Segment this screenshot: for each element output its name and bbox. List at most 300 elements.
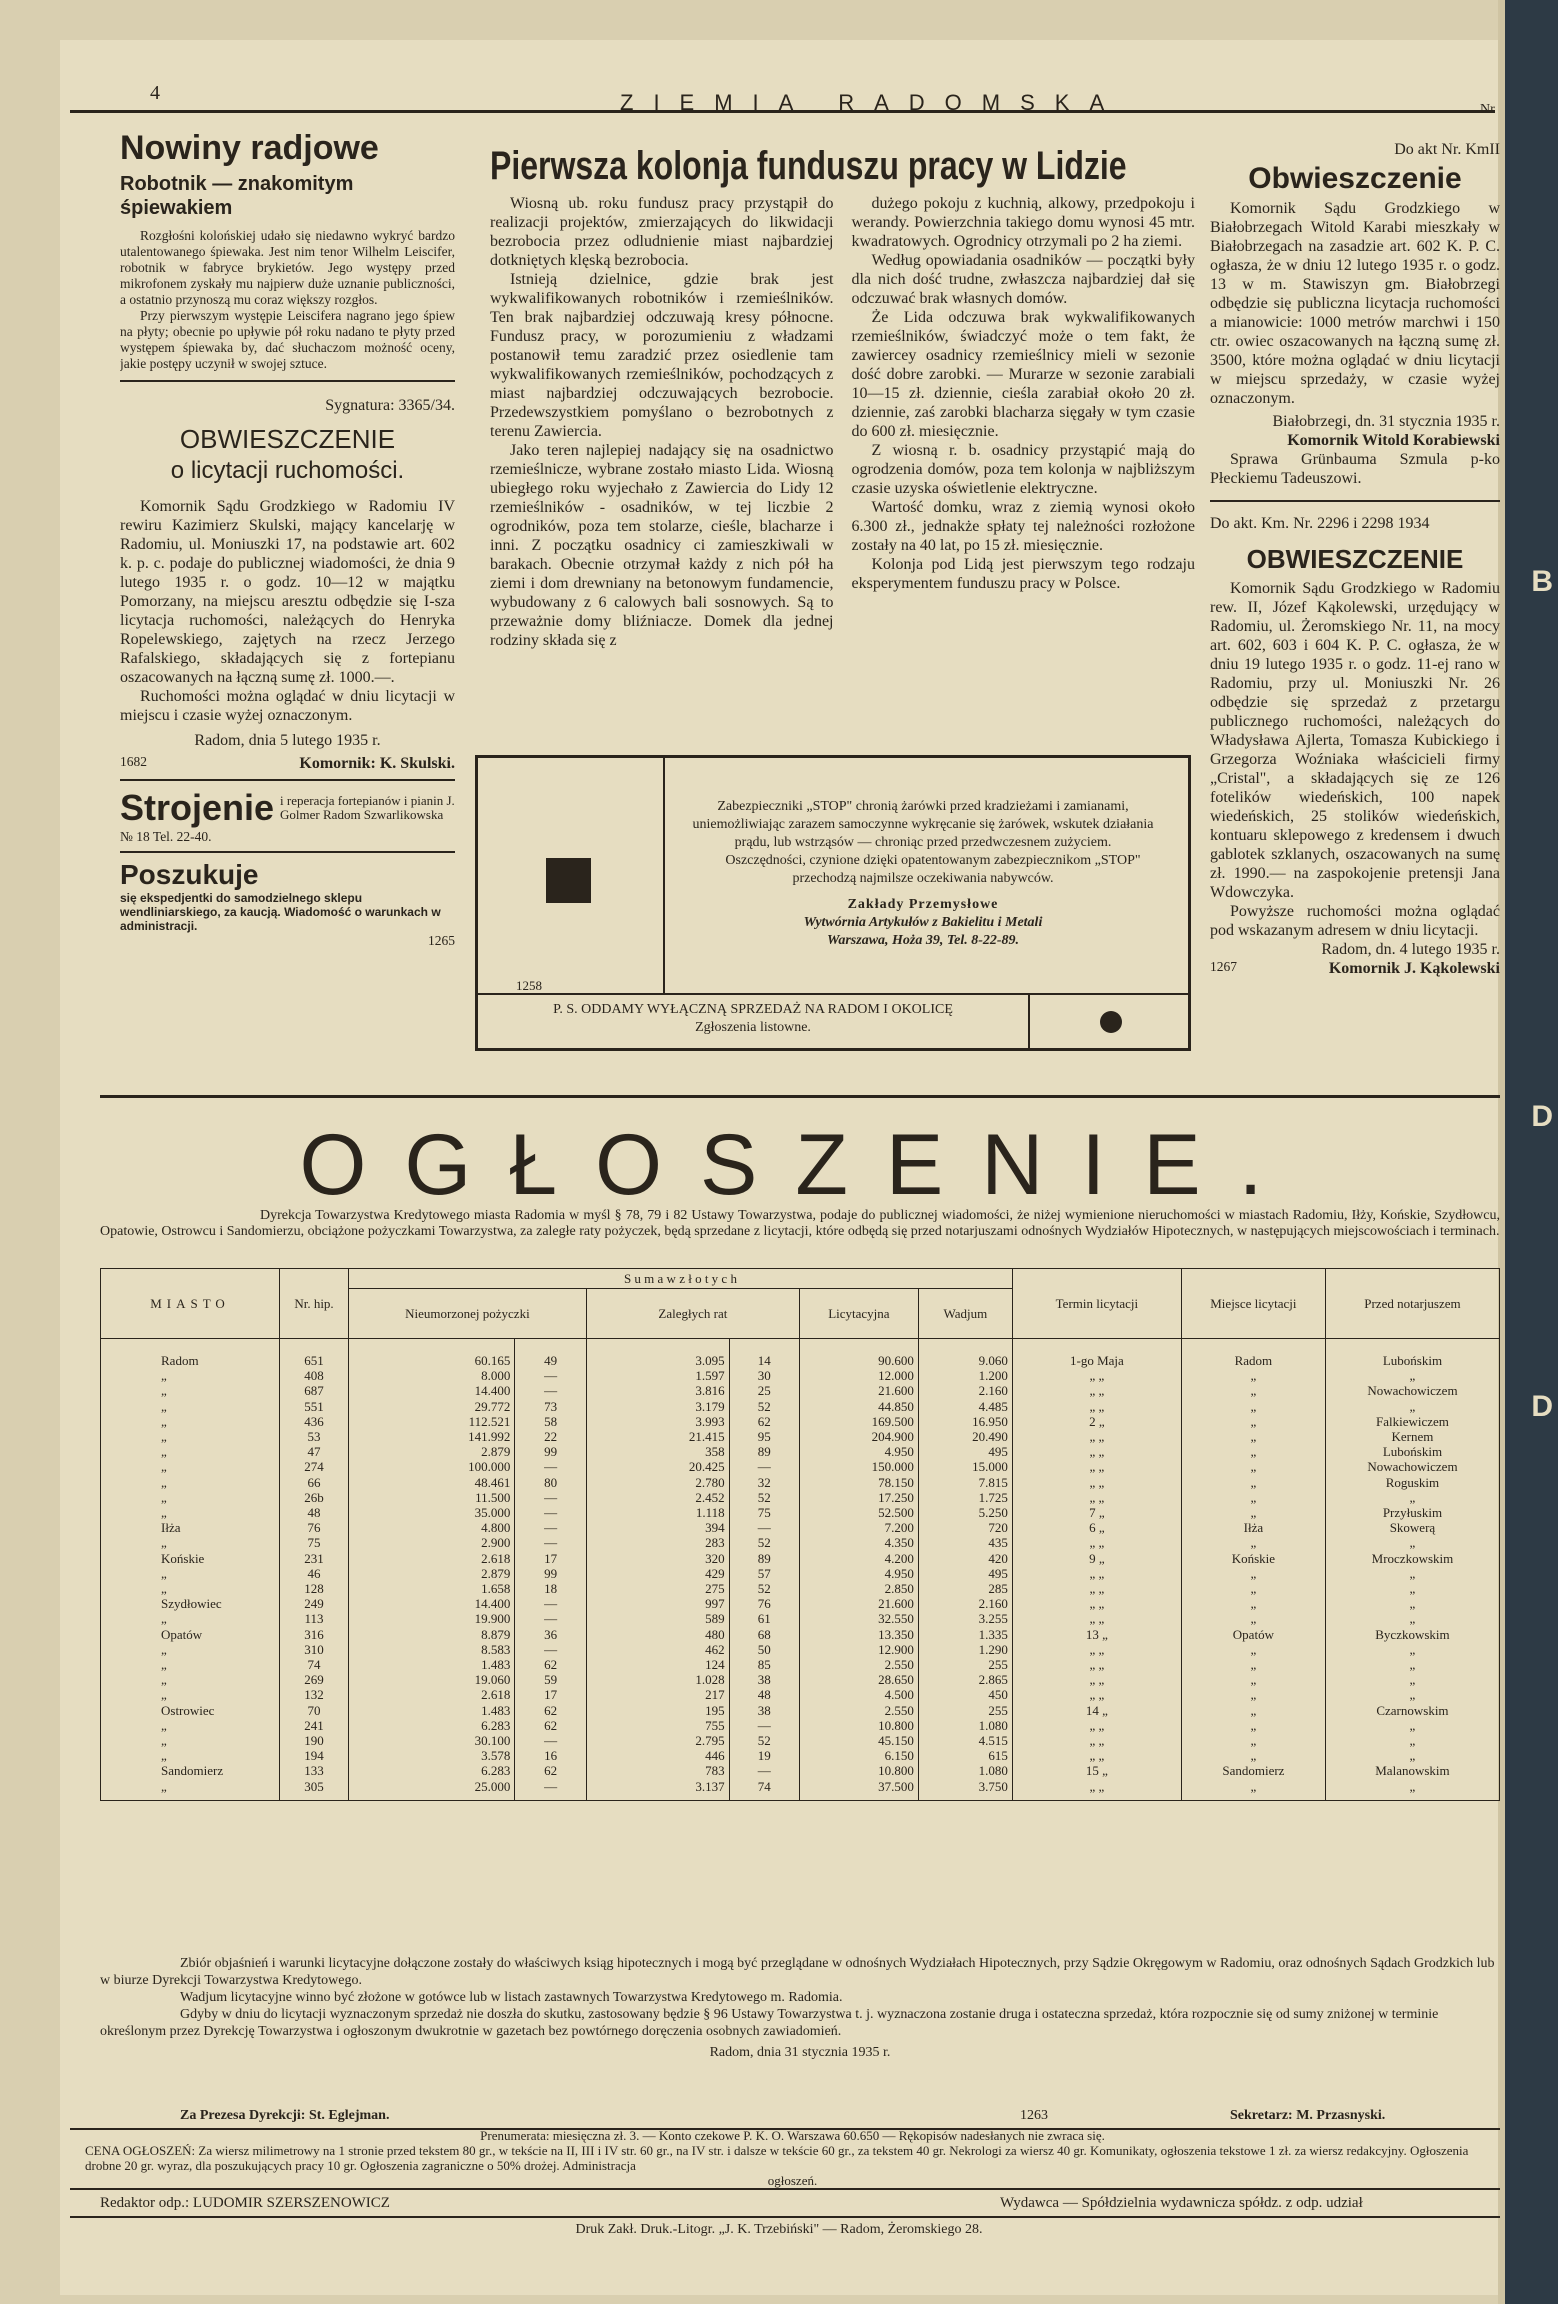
table-cell-l: 78.150: [799, 1475, 918, 1490]
table-cell-t: „ „: [1012, 1611, 1181, 1626]
table-row: [101, 1779, 1500, 1801]
table-cell-w: 495: [918, 1566, 1012, 1581]
table-cell-t: 7 „: [1012, 1505, 1181, 1520]
table-row: [101, 1566, 1500, 1581]
table-cell-no: Nowachowiczem: [1325, 1459, 1499, 1474]
table-cell-p: „: [1181, 1596, 1325, 1611]
table-cell-l: 4.200: [799, 1551, 918, 1566]
table-cell-nr: 48: [280, 1505, 349, 1520]
page-number: 4: [150, 82, 160, 104]
table-cell-z1: 3.993: [586, 1414, 729, 1429]
table-cell-z1: 997: [586, 1596, 729, 1611]
table-cell-n2: —: [515, 1459, 586, 1474]
table-cell-nr: 316: [280, 1627, 349, 1642]
table-cell-z2: 52: [729, 1581, 799, 1596]
table-cell-z2: 74: [729, 1779, 799, 1801]
prezes-signature: Za Prezesa Dyrekcji: St. Eglejman.: [180, 2108, 390, 2123]
table-cell-t: 15 „: [1012, 1763, 1181, 1778]
middle-column: [490, 140, 1195, 650]
left-column: [120, 128, 455, 949]
table-cell-no: „: [1325, 1368, 1499, 1383]
table-cell-n1: 19.900: [349, 1611, 515, 1626]
table-cell-no: „: [1325, 1642, 1499, 1657]
ad-number: 1258: [516, 978, 542, 993]
table-cell-t: „ „: [1012, 1383, 1181, 1398]
table-cell-n2: 17: [515, 1687, 586, 1702]
table-cell-w: 2.160: [918, 1596, 1012, 1611]
table-cell-t: „ „: [1012, 1490, 1181, 1505]
auction-notice-no: 1682: [120, 754, 147, 769]
table-cell-w: 7.815: [918, 1475, 1012, 1490]
table-cell-n2: 49: [515, 1339, 586, 1369]
divider: [120, 851, 455, 853]
side-letter-d: D: [1531, 1100, 1553, 1133]
table-cell-no: Roguskim: [1325, 1475, 1499, 1490]
tuning-ad-tel: № 18 Tel. 22-40.: [120, 829, 212, 844]
table-cell-no: „: [1325, 1733, 1499, 1748]
cena-ogloszen: CENA OGŁOSZEŃ: Za wiersz milimetrowy na 1 stronie przed tekstem 80 gr., w tekście na II, III i IV str. 60 gr., na IV str. i dalsze w tekście 60 gr., za tekstem 40 gr. Nekrologi za wiersz 40 gr. Komunikaty, ogłoszenia tekstowe 1 zł. za wiersz redakcyjny. Ogłoszenia drobne 20 gr. wyraz, dla poszukujących pracy 10 gr. Ogłoszenia zagraniczne o 50% drożej. Administracja: [85, 2143, 1469, 2173]
radio-news-title: Nowiny radjowe: [120, 129, 379, 167]
ogloszenie-no: 1263: [1020, 2108, 1048, 2123]
table-cell-l: 6.150: [799, 1748, 918, 1763]
right-doakt1: Do akt Nr. KmII: [1394, 141, 1500, 158]
table-cell-n1: 48.461: [349, 1475, 515, 1490]
table-cell-nr: 651: [280, 1339, 349, 1369]
table-cell-nr: 113: [280, 1611, 349, 1626]
sygnatura: Sygnatura: 3365/34.: [325, 397, 455, 414]
table-cell-no: „: [1325, 1596, 1499, 1611]
table-cell-n1: 2.900: [349, 1535, 515, 1550]
table-cell-w: 1.200: [918, 1368, 1012, 1383]
table-row: [101, 1383, 1500, 1398]
table-cell-n2: 62: [515, 1718, 586, 1733]
table-cell-w: 4.485: [918, 1399, 1012, 1414]
table-cell-n1: 1.483: [349, 1657, 515, 1672]
table-cell-nr: 687: [280, 1383, 349, 1398]
table-cell-m: „: [101, 1718, 280, 1733]
table-cell-no: „: [1325, 1672, 1499, 1687]
table-cell-z2: 89: [729, 1444, 799, 1459]
table-cell-m: Iłża: [101, 1520, 280, 1535]
table-cell-nr: 231: [280, 1551, 349, 1566]
table-cell-no: Skowerą: [1325, 1520, 1499, 1535]
divider: [120, 380, 455, 382]
seek-ad-no: 1265: [428, 933, 455, 948]
table-cell-n2: 99: [515, 1444, 586, 1459]
table-cell-n2: —: [515, 1779, 586, 1801]
table-cell-z2: 38: [729, 1703, 799, 1718]
auction-notice-p1: Komornik Sądu Grodzkiego w Radomiu IV rewiru Kazimierz Skulski, mający kancelarję w Radomiu, ul. Moniuszki 17, na podstawie art. 602 k. p. c. podaje do publicznej wiadomości, że dnia 9 lutego 1935 r. o godz. 10—12 w majątku Pomorzany, na miejscu aresztu odbędzie się I-sza licytacja ruchomości, należących do Henryka Ropelewskiego, zajętych na rzecz Jerzego Rafalskiego, składających się z fortepianu oszacowanych na łączną sumę zł. 1000.—.: [120, 498, 455, 686]
right-notice2-p3: Powyższe ruchomości można oglądać pod wskazanym adresem w dniu licytacji.: [1210, 903, 1500, 939]
sekretarz-signature: Sekretarz: M. Przasnyski.: [1230, 2108, 1386, 2123]
table-cell-z2: 95: [729, 1429, 799, 1444]
table-cell-n2: —: [515, 1368, 586, 1383]
table-cell-no: Byczkowskim: [1325, 1627, 1499, 1642]
table-cell-nr: 194: [280, 1748, 349, 1763]
table-cell-no: „: [1325, 1535, 1499, 1550]
table-row: [101, 1551, 1500, 1566]
table-cell-nr: 128: [280, 1581, 349, 1596]
table-cell-z1: 2.795: [586, 1733, 729, 1748]
ad-text2: Oszczędności, czynione dzięki opatentowanym zabezpiecznikom „STOP" przechodzą najmilsze oczekiwania nabywców.: [725, 853, 1141, 886]
right-notice2-footer: [1210, 959, 1500, 978]
table-cell-nr: 133: [280, 1763, 349, 1778]
table-cell-t: „ „: [1012, 1642, 1181, 1657]
side-letter-b: B: [1531, 565, 1553, 598]
tuning-ad-text: i reperacja fortepianów i pianin J. Golmer Radom Szwarlikowska: [280, 793, 455, 822]
table-cell-z2: 52: [729, 1490, 799, 1505]
table-row: [101, 1657, 1500, 1672]
table-row: [101, 1444, 1500, 1459]
ad-text: [688, 798, 1158, 950]
table-cell-m: „: [101, 1490, 280, 1505]
right-doakt2: Do akt. Km. Nr. 2296 i 2298 1934: [1210, 515, 1430, 532]
table-cell-t: 6 „: [1012, 1520, 1181, 1535]
table-row: [101, 1368, 1500, 1383]
table-cell-no: „: [1325, 1611, 1499, 1626]
table-cell-nr: 53: [280, 1429, 349, 1444]
table-cell-m: „: [101, 1444, 280, 1459]
table-cell-n2: 62: [515, 1657, 586, 1672]
table-cell-z1: 783: [586, 1763, 729, 1778]
table-cell-l: 10.800: [799, 1763, 918, 1778]
table-cell-m: „: [101, 1475, 280, 1490]
table-cell-l: 2.850: [799, 1581, 918, 1596]
lida-right-p5: Wartość domku, wraz z ziemią wynosi około 6.300 zł., jednakże spłaty tej należności rozłożone zostały na 40 lat, po 15 zł. miesięcznie.: [851, 499, 1195, 554]
table-cell-t: „ „: [1012, 1444, 1181, 1459]
ad-dot-cell: [1028, 995, 1190, 1050]
table-cell-z2: 19: [729, 1748, 799, 1763]
table-cell-p: „: [1181, 1535, 1325, 1550]
table-cell-m: Radom: [101, 1339, 280, 1369]
table-cell-p: „: [1181, 1475, 1325, 1490]
table-cell-p: Opatów: [1181, 1627, 1325, 1642]
table-cell-n1: 8.583: [349, 1642, 515, 1657]
table-cell-z2: —: [729, 1520, 799, 1535]
table-cell-n1: 14.400: [349, 1383, 515, 1398]
table-cell-t: „ „: [1012, 1672, 1181, 1687]
table-row: [101, 1520, 1500, 1535]
table-cell-l: 10.800: [799, 1718, 918, 1733]
cena-ogloszen-2: ogłoszeń.: [767, 2173, 818, 2188]
table-cell-nr: 436: [280, 1414, 349, 1429]
table-cell-nr: 46: [280, 1566, 349, 1581]
table-row: [101, 1763, 1500, 1778]
table-row: [101, 1475, 1500, 1490]
table-cell-l: 7.200: [799, 1520, 918, 1535]
table-row: [101, 1429, 1500, 1444]
table-cell-nr: 408: [280, 1368, 349, 1383]
table-cell-n1: 25.000: [349, 1779, 515, 1801]
table-cell-t: „ „: [1012, 1657, 1181, 1672]
lida-article-body: [490, 194, 1195, 650]
table-cell-w: 20.490: [918, 1429, 1012, 1444]
divider: [1210, 500, 1500, 502]
col-miejsce: Miejsce licytacji: [1181, 1269, 1325, 1339]
table-cell-n1: 2.879: [349, 1566, 515, 1581]
table-cell-l: 4.350: [799, 1535, 918, 1550]
right-notice1-date: Białobrzegi, dn. 31 stycznia 1935 r.: [1272, 413, 1500, 430]
table-cell-z1: 3.816: [586, 1383, 729, 1398]
table-row: [101, 1733, 1500, 1748]
table-cell-p: „: [1181, 1642, 1325, 1657]
table-cell-w: 1.290: [918, 1642, 1012, 1657]
price-info: [85, 2120, 1500, 2188]
table-cell-l: 4.950: [799, 1566, 918, 1581]
table-cell-w: 3.750: [918, 1779, 1012, 1801]
table-cell-z1: 217: [586, 1687, 729, 1702]
table-cell-p: Iłża: [1181, 1520, 1325, 1535]
table-cell-l: 169.500: [799, 1414, 918, 1429]
footnote-3: Gdyby w dniu do licytacji wyznaczonym sprzedaż nie doszła do skutku, zastosowany będzie § 96 Ustawy Towarzystwa t. j. wyznaczona zostanie druga i ostateczna sprzedaż, która rozpocznie się od sumy zniżonej w terminie określonym przez Dyrekcję Towarzystwa i ogłoszonym dwukrotnie w gazetach bez powtórnego doręczenia osobnych zawiadomień.: [100, 2007, 1439, 2039]
table-row: [101, 1718, 1500, 1733]
table-cell-n2: —: [515, 1642, 586, 1657]
table-row: [101, 1703, 1500, 1718]
table-cell-l: 37.500: [799, 1779, 918, 1801]
right-notice2-date: Radom, dn. 4 lutego 1935 r.: [1321, 941, 1500, 958]
auction-notice-sign: Komornik: K. Skulski.: [299, 755, 455, 772]
table-cell-t: „ „: [1012, 1581, 1181, 1596]
auction-notice-date: Radom, dnia 5 lutego 1935 r.: [194, 732, 381, 749]
dot-icon: [1100, 1011, 1122, 1033]
table-cell-z2: 68: [729, 1627, 799, 1642]
table-cell-z2: 57: [729, 1566, 799, 1581]
table-cell-z2: —: [729, 1459, 799, 1474]
table-row: [101, 1505, 1500, 1520]
table-cell-l: 28.650: [799, 1672, 918, 1687]
footer-rule-3: [70, 2216, 1500, 2218]
footer-rule-2: [70, 2188, 1500, 2190]
table-cell-n2: 17: [515, 1551, 586, 1566]
table-cell-nr: 26b: [280, 1490, 349, 1505]
table-cell-l: 204.900: [799, 1429, 918, 1444]
table-cell-no: „: [1325, 1490, 1499, 1505]
table-cell-n2: 73: [515, 1399, 586, 1414]
table-cell-n2: 36: [515, 1627, 586, 1642]
table-cell-no: „: [1325, 1581, 1499, 1596]
table-cell-z1: 480: [586, 1627, 729, 1642]
table-cell-m: „: [101, 1535, 280, 1550]
table-cell-z2: 30: [729, 1368, 799, 1383]
table-cell-w: 2.160: [918, 1383, 1012, 1398]
table-cell-n2: —: [515, 1383, 586, 1398]
lida-right-p2: Według opowiadania osadników — początki były dla nich dość trudne, zwłaszcza najbardziej dał się odczuwać brak własnych domów.: [851, 252, 1195, 307]
radio-news-p1: Rozgłośni kolońskiej udało się niedawno wykryć bardzo utalentowanego śpiewaka. Jest nim tenor Wilhelm Leiscifer, robotnik w fabryce brykietów. Jego występy przed mikrofonem zyskały mu najpierw duże uznanie publiczności, a ostatnio przynoszą mu coraz większy rozgłos.: [120, 228, 455, 307]
table-row: [101, 1339, 1500, 1369]
table-cell-w: 5.250: [918, 1505, 1012, 1520]
table-cell-p: „: [1181, 1657, 1325, 1672]
table-cell-z2: 52: [729, 1399, 799, 1414]
table-cell-nr: 269: [280, 1672, 349, 1687]
table-cell-l: 17.250: [799, 1490, 918, 1505]
table-cell-z2: 48: [729, 1687, 799, 1702]
table-cell-p: „: [1181, 1429, 1325, 1444]
table-cell-m: Opatów: [101, 1627, 280, 1642]
table-cell-w: 255: [918, 1657, 1012, 1672]
section-rule: [100, 1095, 1500, 1098]
table-cell-m: „: [101, 1687, 280, 1702]
tuning-ad-title: Strojenie: [120, 787, 275, 828]
col-termin: Termin licytacji: [1012, 1269, 1181, 1339]
table-cell-m: Ostrowiec: [101, 1703, 280, 1718]
table-cell-nr: 47: [280, 1444, 349, 1459]
table-cell-w: 2.865: [918, 1672, 1012, 1687]
right-notice1-sprawa: Sprawa Grünbauma Szmula p-ko Płeckiemu Tadeuszowi.: [1210, 451, 1500, 487]
table-cell-w: 1.335: [918, 1627, 1012, 1642]
stop-advertisement: [475, 755, 1191, 1051]
lida-right-p4: Z wiosną r. b. osadnicy przystąpić mają do ogrodzenia domów, poza tem kolonja w najbliższym czasie uzyska oświetlenie elektryczne.: [851, 442, 1195, 497]
col-zaleg: Zaległych rat: [586, 1289, 799, 1339]
table-cell-t: „ „: [1012, 1733, 1181, 1748]
table-cell-m: „: [101, 1399, 280, 1414]
table-row: [101, 1642, 1500, 1657]
table-cell-nr: 75: [280, 1535, 349, 1550]
table-cell-t: 2 „: [1012, 1414, 1181, 1429]
footnote-1: Zbiór objaśnień i warunki licytacyjne dołączone zostały do właściwych ksiąg hipotecznych i mogą być przeglądane w odnośnych Wydziałach Hipotecznych, przy Sądzie Okręgowym w Radomiu, oraz odnośnych Sądach Grodzkich lub w biurze Dyrekcji Towarzystwa Kredytowego.: [100, 1956, 1495, 1988]
table-cell-n1: 112.521: [349, 1414, 515, 1429]
table-cell-p: „: [1181, 1459, 1325, 1474]
table-cell-m: „: [101, 1642, 280, 1657]
right-notice2-title: OBWIESZCZENIE: [1246, 544, 1464, 574]
ad-left-cell: [478, 758, 665, 993]
right-notice2-sign: Komornik J. Kąkolewski: [1328, 960, 1500, 977]
footnote-2: Wadjum licytacyjne winno być złożone w gotówce lub w listach zastawnych Towarzystwa Kredytowego m. Radomia.: [180, 1990, 843, 2005]
table-cell-m: Szydłowiec: [101, 1596, 280, 1611]
table-cell-n2: 59: [515, 1672, 586, 1687]
tuning-ad: [120, 787, 455, 829]
table-cell-n1: 8.879: [349, 1627, 515, 1642]
table-cell-p: „: [1181, 1672, 1325, 1687]
auction-notice-footer: [120, 754, 455, 773]
table-cell-m: „: [101, 1672, 280, 1687]
table-cell-l: 12.000: [799, 1368, 918, 1383]
table-cell-p: Radom: [1181, 1339, 1325, 1369]
table-cell-w: 615: [918, 1748, 1012, 1763]
table-cell-w: 450: [918, 1687, 1012, 1702]
table-cell-w: 435: [918, 1535, 1012, 1550]
table-row: [101, 1687, 1500, 1702]
lida-right-p6: Kolonja pod Lidą jest pierwszym tego rodzaju eksperymentem funduszu pracy w Polsce.: [851, 556, 1195, 592]
table-cell-l: 90.600: [799, 1339, 918, 1369]
table-cell-no: „: [1325, 1657, 1499, 1672]
table-cell-p: Sandomierz: [1181, 1763, 1325, 1778]
lida-left-p2: Istnieją dzielnice, gdzie brak jest wykwalifikowanych robotników i rzemieślników. Ten brak najbardziej odczuwają kresy północne. Fundusz pracy, w porozumieniu z władzami postanowił temu zaradzić przez osiedlenie tam wykwalifikowanych rzemieślników, pochodzących z miast najbardziej odczuwających bezrobocie. Przedewszystkiem pomyślano o bezrobotnych z terenu Zawiercia.: [490, 271, 834, 440]
table-cell-no: Kernem: [1325, 1429, 1499, 1444]
header-nr: Nr: [1480, 102, 1495, 117]
table-cell-m: „: [101, 1368, 280, 1383]
table-cell-no: Przyłuskim: [1325, 1505, 1499, 1520]
masthead: ZIEMIA RADOMSKA: [620, 90, 1125, 115]
table-cell-m: „: [101, 1779, 280, 1801]
table-cell-l: 32.550: [799, 1611, 918, 1626]
table-cell-p: „: [1181, 1687, 1325, 1702]
table-cell-n1: 6.283: [349, 1763, 515, 1778]
table-cell-m: „: [101, 1657, 280, 1672]
table-cell-nr: 310: [280, 1642, 349, 1657]
table-cell-n1: 30.100: [349, 1733, 515, 1748]
table-cell-p: „: [1181, 1505, 1325, 1520]
table-cell-nr: 70: [280, 1703, 349, 1718]
table-cell-t: „ „: [1012, 1687, 1181, 1702]
ogloszenie-date: Radom, dnia 31 stycznia 1935 r.: [709, 2045, 891, 2060]
seek-ad: [120, 859, 455, 891]
table-cell-w: 1.080: [918, 1763, 1012, 1778]
table-cell-n2: —: [515, 1520, 586, 1535]
table-cell-w: 495: [918, 1444, 1012, 1459]
seek-ad-text: się ekspedjentki do samodzielnego sklepu wendliniarskiego, za kaucją. Wiadomość o warunkach w administracji.: [120, 891, 441, 933]
table-cell-nr: 305: [280, 1779, 349, 1801]
table-cell-n2: —: [515, 1505, 586, 1520]
ad-ps-line2: Zgłoszenia listowne.: [695, 1020, 811, 1035]
table-cell-w: 255: [918, 1703, 1012, 1718]
table-cell-z1: 3.095: [586, 1339, 729, 1369]
table-cell-p: „: [1181, 1383, 1325, 1398]
table-cell-no: „: [1325, 1687, 1499, 1702]
table-cell-nr: 241: [280, 1718, 349, 1733]
table-cell-n1: 141.992: [349, 1429, 515, 1444]
right-notice1-p: Komornik Sądu Grodzkiego w Białobrzegach Witold Karabi mieszkały w Białobrzegach na zasadzie art. 602 K. P. C. ogłasza, że w dniu 12 lutego 1935 r. o godz. 13 w m. Stawiszyn gm. Białobrzegi odbędzie się publiczna licytacja ruchomości a mianowicie: 1000 metrów marchwi i 150 ctr. owiec oszacowanych na łączną sumę zł. 3500, które można oglądać w dniu licytacji w miejscu sprzedaży, w czasie wyżej oznaczonym.: [1210, 200, 1500, 407]
table-cell-p: „: [1181, 1368, 1325, 1383]
table-cell-n2: 62: [515, 1763, 586, 1778]
table-cell-n2: 16: [515, 1748, 586, 1763]
ad-firm3: Warszawa, Hoża 39, Tel. 8-22-89.: [826, 933, 1020, 948]
table-cell-z1: 755: [586, 1718, 729, 1733]
table-cell-z1: 21.415: [586, 1429, 729, 1444]
table-row: [101, 1581, 1500, 1596]
table-cell-p: „: [1181, 1581, 1325, 1596]
table-cell-no: Czarnowskim: [1325, 1703, 1499, 1718]
prenumerata: Prenumerata: miesięczna zł. 3. — Konto czekowe P. K. O. Warszawa 60.650 — Rękopisów nadesłanych nie zwraca się.: [480, 2128, 1105, 2143]
table-cell-z2: 38: [729, 1672, 799, 1687]
ogloszenie-intro: Dyrekcja Towarzystwa Kredytowego miasta Radomia w myśl § 78, 79 i 82 Ustawy Towarzystwa, podaje do publicznej wiadomości, że niżej wymienione nieruchomości w miastach Radomiu, Iłży, Końskie, Szydłowcu, Opatowie, Ostrowcu i Sandomierzu, obciążone pożyczkami Towarzystwa, za zaległe raty pożyczek, będą sprzedane z licytacji, które odbędą się przed notarjuszami odnośnych Wydziałów Hipotecznych, w następujących miejscowościach i terminach.: [100, 1208, 1500, 1239]
table-cell-no: „: [1325, 1566, 1499, 1581]
table-cell-t: 9 „: [1012, 1551, 1181, 1566]
auction-notice-subtitle: o licytacji ruchomości.: [170, 457, 405, 484]
table-cell-n2: —: [515, 1611, 586, 1626]
table-cell-t: „ „: [1012, 1429, 1181, 1444]
table-cell-l: 45.150: [799, 1733, 918, 1748]
table-row: [101, 1611, 1500, 1626]
table-cell-m: „: [101, 1459, 280, 1474]
table-cell-no: Malanowskim: [1325, 1763, 1499, 1778]
table-cell-p: „: [1181, 1733, 1325, 1748]
table-cell-z2: 14: [729, 1339, 799, 1369]
table-cell-t: „ „: [1012, 1399, 1181, 1414]
ad-bottom: [478, 993, 1188, 1050]
table-cell-n1: 8.000: [349, 1368, 515, 1383]
table-cell-l: 4.500: [799, 1687, 918, 1702]
table-cell-p: „: [1181, 1718, 1325, 1733]
table-cell-nr: 132: [280, 1687, 349, 1702]
table-cell-n2: 80: [515, 1475, 586, 1490]
table-cell-z1: 358: [586, 1444, 729, 1459]
table-cell-w: 1.080: [918, 1718, 1012, 1733]
table-cell-z2: 25: [729, 1383, 799, 1398]
table-row: [101, 1627, 1500, 1642]
col-wadjum: Wadjum: [918, 1289, 1012, 1339]
druk: Druk Zakł. Druk.-Litogr. „J. K. Trzebiński" — Radom, Żeromskiego 28.: [575, 2222, 983, 2237]
lida-left-p3: Jako teren najlepiej nadający się na osadnictwo rzemieślnicze, wybrane zostało miasto Lida. Wiosną ubiegłego roku wyjechało z Zawiercia do Lidy 12 rzemieślników - osadników, w tej liczbie 2 ogrodników, poza tem stolarze, cieśle, blacharze i inni. Z początku osadnicy ci zamieszkiwali w barakach. Obecnie otrzymał każdy z nich pół ha ziemi i dom drewniany na betonowym fundamencie, wybudowany z 6 calowych bali sosnowych. Są to przeważnie domy bliźniacze. Domek dla jednej rodziny składa się z: [490, 442, 834, 649]
table-cell-t: „ „: [1012, 1596, 1181, 1611]
table-cell-n2: 22: [515, 1429, 586, 1444]
table-cell-n2: —: [515, 1535, 586, 1550]
table-row: [101, 1459, 1500, 1474]
square-icon: [546, 858, 591, 903]
table-cell-n2: —: [515, 1490, 586, 1505]
table-cell-w: 9.060: [918, 1339, 1012, 1369]
table-cell-t: „ „: [1012, 1459, 1181, 1474]
table-cell-z1: 20.425: [586, 1459, 729, 1474]
